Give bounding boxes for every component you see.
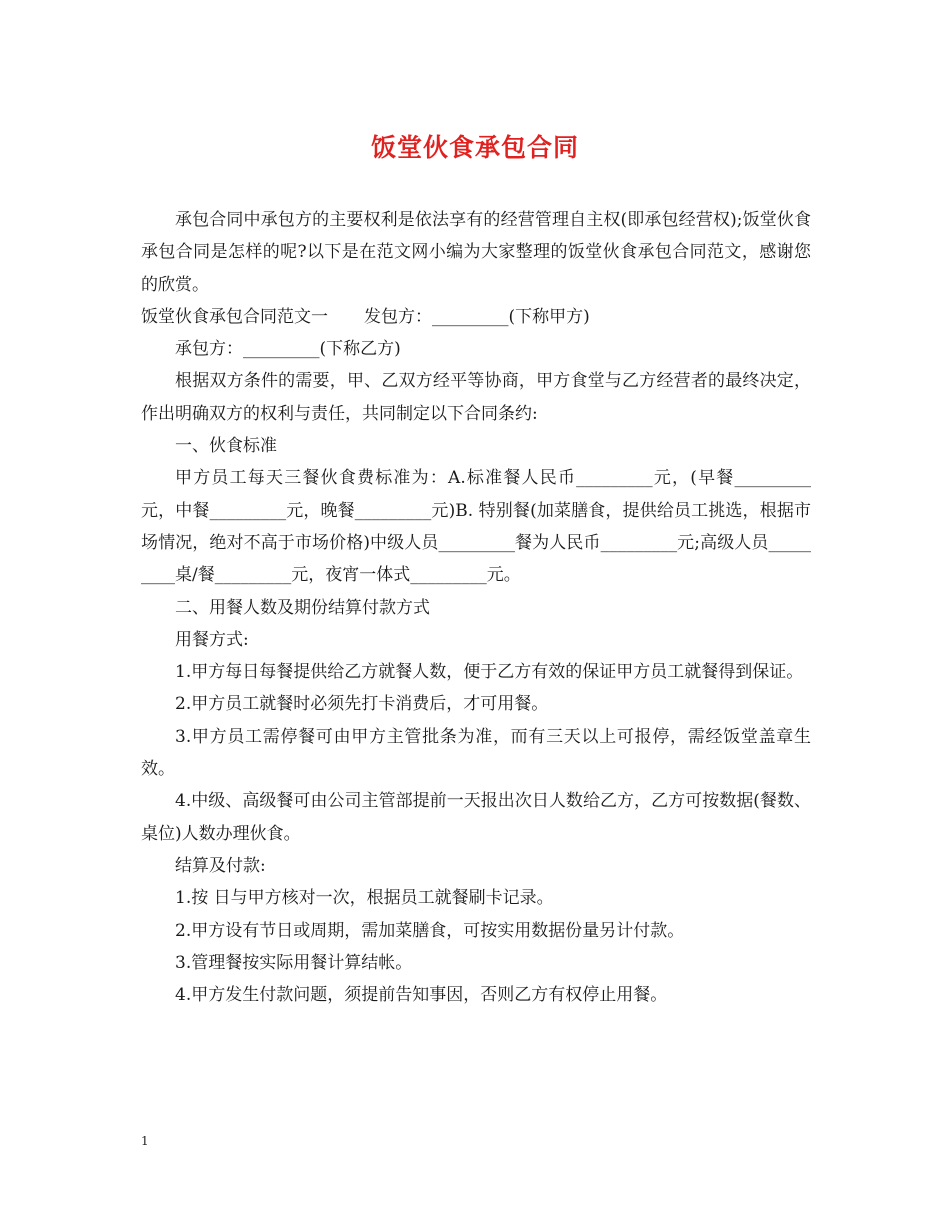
list-item: 4.甲方发生付款问题，须提前告知事因，否则乙方有权停止用餐。 [175,985,668,1006]
list-item: 1.按 日与甲方核对一次，根据员工就餐刷卡记录。 [175,888,554,909]
list-item: 2.甲方员工就餐时必须先打卡消费后，才可用餐。 [175,694,549,715]
section-heading-1: 一、伙食标准 [175,436,277,457]
subheading-settlement: 结算及付款: [175,855,266,876]
list-item: 2.甲方设有节日或周期，需加菜膳食，可按实用数据份量另计付款。 [175,920,685,941]
list-item: 1.甲方每日每餐提供给乙方就餐人数，便于乙方有效的保证甲方员工就餐得到保证。 [175,662,804,683]
intro-paragraph: 承包合同中承包方的主要权利是依法享有的经营管理自主权(即承包经营权);饭堂伙食承包合同是怎样的呢?以下是在范文网小编为大家整理的饭堂伙食承包合同范文，感谢您的欣赏。 [141,210,811,295]
meal-standard-paragraph: 甲方员工每天三餐伙食费标准为：A.标准餐人民币_________元，(早餐_________元，中餐_________元，晚餐_________元)B. 特别餐(加菜膳食，提供给员工挑选，根据市场情况，绝对不高于市场价格)中级人员_________餐为人民币_________元;高级人员_________桌/餐_________元，夜宵一体式_________元。 [141,468,811,586]
subheading-meal-method: 用餐方式: [175,629,249,650]
list-item: 4.中级、高级餐可由公司主管部提前一天报出次日人数给乙方，乙方可按数据(餐数、桌位)人数办理伙食。 [141,791,811,844]
section-heading-2: 二、用餐人数及期份结算付款方式 [175,597,430,618]
list-item: 3.管理餐按实际用餐计算结帐。 [175,952,413,973]
sample-heading: 饭堂伙食承包合同范文一 [141,306,328,327]
list-item: 3.甲方员工需停餐可由甲方主管批条为准，而有三天以上可报停，需经饭堂盖章生效。 [141,726,811,780]
page-number: 1 [141,1134,149,1148]
party-b-line: 承包方：_________(下称乙方) [175,339,401,360]
heading-line [141,301,811,333]
document-body [141,204,811,1011]
party-a-line: 发包方：_________(下称甲方) [364,306,590,327]
agreement-paragraph: 根据双方条件的需要，甲、乙双方经平等协商，甲方食堂与乙方经营者的最终决定，作出明确双方的权利与责任，共同制定以下合同条约: [141,371,811,424]
document-title: 饭堂伙食承包合同 [370,133,579,162]
